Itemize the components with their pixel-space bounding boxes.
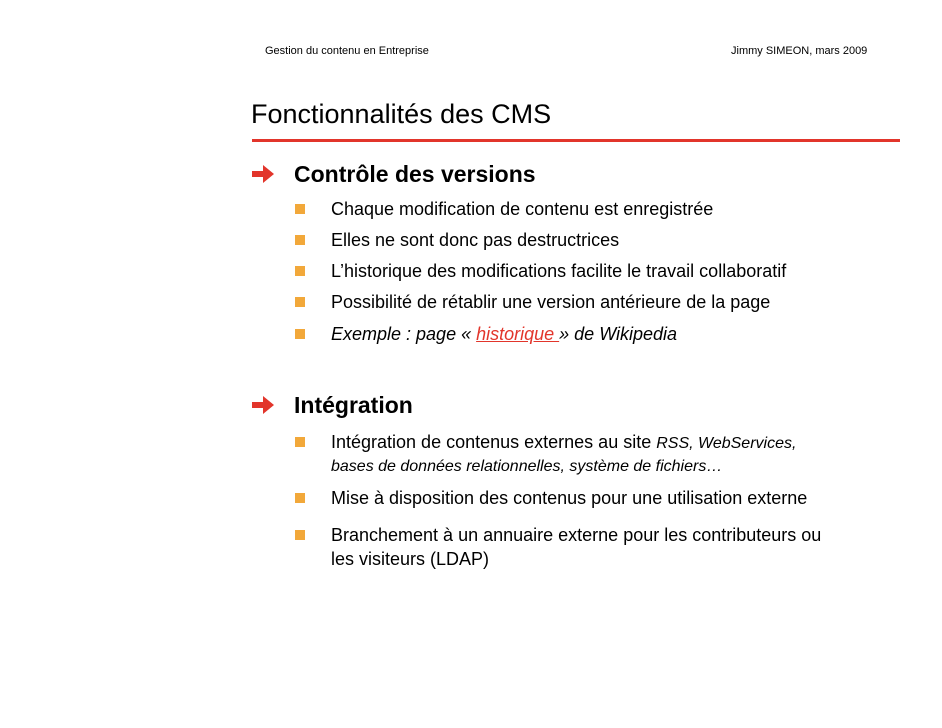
list-item: Elles ne sont donc pas destructrices [331,230,620,250]
list-item-continuation: bases de données relationnelles, système de fichiers… [331,458,723,475]
bullet-square-icon [295,530,305,540]
bullet-square-icon [295,235,305,245]
arrow-right-icon [252,164,274,184]
bullet-square-icon [295,329,305,339]
list-item: Possibilité de rétablir une version antérieure de la page [331,292,771,312]
header-left: Gestion du contenu en Entreprise [265,45,429,57]
section-heading-label: Contrôle des versions [294,161,536,187]
list-item-example [331,323,677,345]
example-prefix: Exemple : page « [331,324,477,344]
title-rule [252,139,900,142]
arrow-right-icon [252,395,274,415]
list-item-italic: RSS, WebServices, [656,435,797,452]
bullet-square-icon [295,437,305,447]
section-heading-label: Intégration [294,392,413,418]
bullet-square-icon [295,266,305,276]
bullet-square-icon [295,493,305,503]
bullet-square-icon [295,297,305,307]
list-item: Branchement à un annuaire externe pour les contributeurs ou [331,525,822,545]
list-item: Mise à disposition des contenus pour une utilisation externe [331,488,808,508]
header-right: Jimmy SIMEON, mars 2009 [731,45,868,57]
list-item [331,431,796,455]
historique-link[interactable]: historique [476,324,560,344]
list-item-continuation: les visiteurs (LDAP) [331,549,490,569]
bullet-square-icon [295,204,305,214]
list-item-text: Intégration de contenus externes au site [331,432,657,452]
list-item: L’historique des modifications facilite le travail collaboratif [331,261,787,281]
slide-title: Fonctionnalités des CMS [251,99,552,129]
list-item: Chaque modification de contenu est enregistrée [331,199,714,219]
example-suffix: » de Wikipedia [559,324,678,344]
